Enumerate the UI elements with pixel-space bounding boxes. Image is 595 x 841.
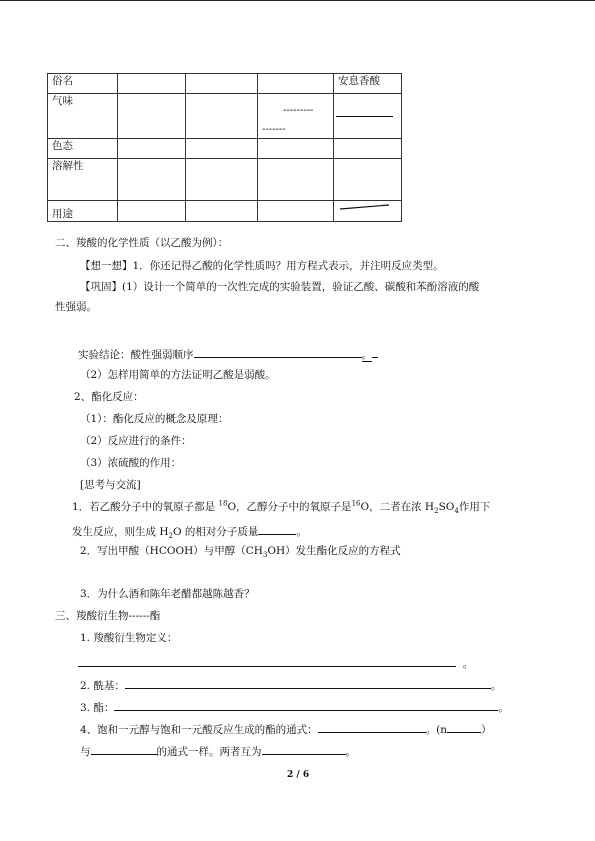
discussion-q3: 3．为什么酒和陈年老醋都越陈越香？ bbox=[80, 588, 255, 600]
consolidate-line-2: 性强弱。 bbox=[55, 301, 97, 313]
think-prompt: 【想一想】1．你还记得乙酸的化学性质吗？用方程式表示，并注明反应类型。 bbox=[80, 260, 444, 272]
answer-blank bbox=[194, 346, 362, 358]
dash-fill: ------- bbox=[262, 124, 286, 135]
discussion-q1-line2: 发生反应，则生成 $H_2O$ 的相对分子质量 。 bbox=[72, 523, 307, 539]
slanted-answer-line bbox=[334, 201, 397, 221]
table-row bbox=[48, 94, 402, 139]
answer-blank bbox=[318, 721, 426, 733]
answer-blank bbox=[262, 743, 346, 755]
page-number: 2 / 6 bbox=[287, 770, 310, 780]
experiment-conclusion: 实验结论：酸性强弱顺序 。 bbox=[78, 346, 378, 362]
discussion-q1-line1: 1．若乙酸分子中的氧原子都是 $^{18}$O，乙醇分子中的氧原子是$^{16}$O，二者在浓 $H_2SO_4$作用下 bbox=[72, 499, 491, 516]
table-row bbox=[48, 139, 402, 159]
esterification-heading: 2、酯化反应： bbox=[74, 391, 144, 403]
discussion-heading: [思考与交流] bbox=[80, 479, 141, 491]
ester-item-2: （2）反应进行的条件： bbox=[80, 435, 192, 447]
row-label: 气味 bbox=[48, 94, 118, 139]
table-row bbox=[48, 201, 402, 222]
ester-formula-question: 4、饱和一元醇与饱和一元酸反应生成的酯的通式： 。(n ） bbox=[80, 721, 492, 737]
weak-acid-question: （2）怎样用简单的方法证明乙酸是弱酸。 bbox=[80, 369, 276, 381]
property-table bbox=[47, 73, 402, 222]
ester-item-3: （3）浓硫酸的作用： bbox=[80, 457, 182, 469]
answer-blank bbox=[91, 743, 157, 755]
answer-blank bbox=[258, 523, 296, 535]
discussion-q2: 2．写出甲酸（HCOOH）与甲醇$(CH_3OH)$发生酯化反应的方程式 bbox=[80, 545, 401, 560]
row-label: 色态 bbox=[48, 139, 118, 159]
isomer-question: 与 的通式一样。两者互为 。 bbox=[80, 743, 356, 759]
ester-definition-line: 3. 酯： 。 bbox=[80, 699, 509, 715]
table-row bbox=[48, 159, 402, 201]
answer-blank bbox=[78, 655, 456, 667]
answer-blank bbox=[125, 677, 491, 689]
row-label: 用途 bbox=[48, 201, 118, 222]
ester-item-1: （1）：酯化反应的概念及原理： bbox=[80, 413, 229, 425]
definition-answer-line: 。 bbox=[78, 655, 473, 671]
answer-blank bbox=[336, 116, 393, 117]
dash-fill: --------- bbox=[283, 105, 314, 116]
row-label: 俗名 bbox=[48, 74, 118, 94]
answer-blank bbox=[114, 699, 498, 711]
section-2-title: 二、羧酸的化学性质（以乙酸为例）： bbox=[55, 237, 229, 249]
acyl-group-line: 2. 酰基： 。 bbox=[80, 677, 501, 693]
page-top-rule bbox=[0, 0, 595, 1]
derivative-definition: 1. 羧酸衍生物定义： bbox=[80, 632, 178, 644]
row-label: 溶解性 bbox=[48, 159, 118, 201]
answer-blank bbox=[447, 721, 481, 733]
table-row bbox=[48, 74, 402, 94]
cell-common-name: 安息香酸 bbox=[334, 74, 402, 94]
consolidate-line-1: 【巩固】(1）设计一个简单的一次性完成的实验装置，验证乙酸、碳酸和苯酚溶液的酸 bbox=[80, 281, 480, 293]
section-3-title: 三、羧酸衍生物------酯 bbox=[55, 610, 161, 622]
